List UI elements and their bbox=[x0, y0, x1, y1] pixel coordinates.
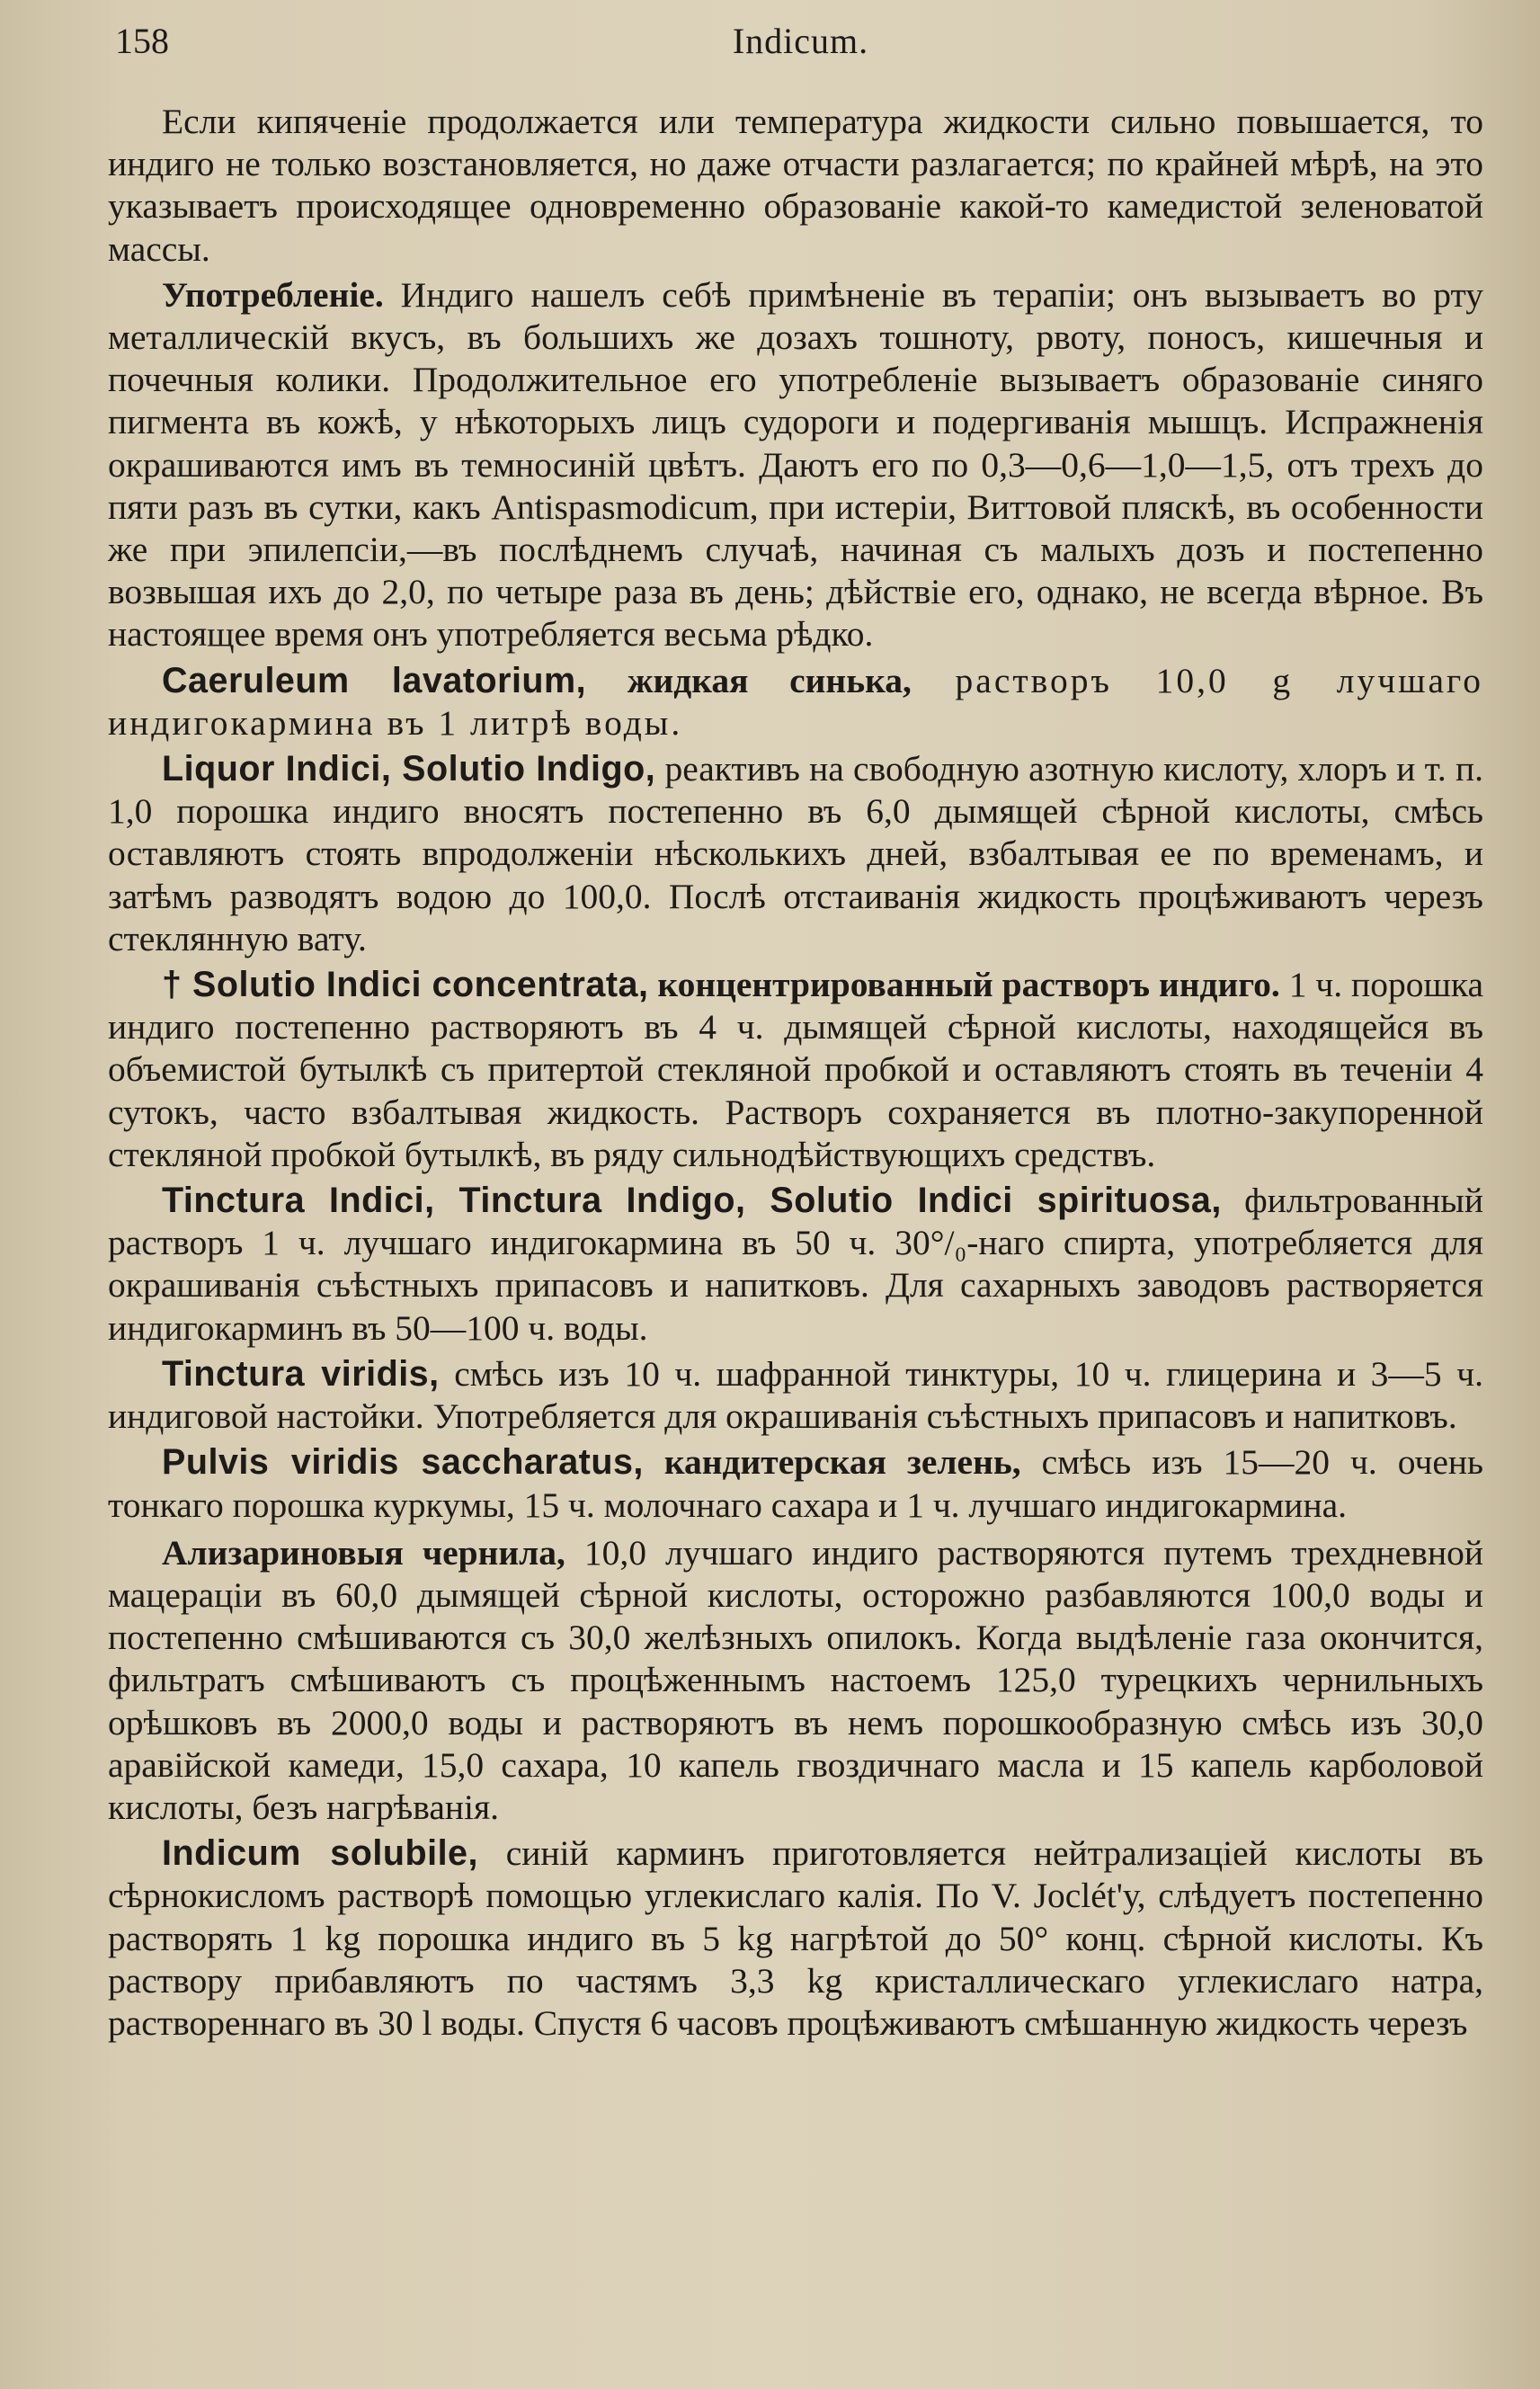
entry-solutio-indici-concentrata bbox=[108, 964, 1483, 1176]
entry-tinctura-viridis bbox=[108, 1353, 1483, 1438]
section-heading: Употребленіе. bbox=[162, 274, 384, 315]
paragraph-usage bbox=[108, 274, 1483, 656]
entry-text: растворъ 10,0 g лучшаго индигокармина въ 1 литрѣ воды. bbox=[108, 660, 1484, 743]
entry-text: реактивъ на свободную азотную кислоту, хлоръ и т. п. 1,0 порошка индиго вносятъ постепенно въ 6,0 дымящей сѣрной кислоты, смѣсь оставляютъ стоять впродолженіи нѣсколькихъ дней, взбалтывая ее по временамъ, и затѣмъ разводятъ водою до 100,0. Послѣ отстаиванія жидкость процѣживаютъ черезъ стеклянную вату. bbox=[108, 749, 1483, 958]
entry-latin-title: Caeruleum lavatorium, bbox=[162, 660, 587, 700]
paragraph-text: Если кипяченіе продолжается или температура жидкости сильно повышается, то индиго не только возстановляется, но даже отчасти разлагается; по крайней мѣрѣ, на это указываетъ происходящее одновременно образованіе какой-то камедистой зеленоватой массы. bbox=[108, 102, 1483, 269]
entry-text: 10,0 лучшаго индиго растворяются путемъ трехдневной мацераціи въ 60,0 дымящей сѣрной кислоты, осторожно разбавляются 100,0 воды и постепенно смѣшиваются съ 30,0 желѣзныхъ опилокъ. Когда выдѣленіе газа окончится, фильтратъ смѣшиваютъ съ процѣженнымъ настоемъ 125,0 турецкихъ чернильныхъ орѣшковъ въ 2000,0 воды и растворяютъ въ немъ порошкообразную смѣсь изъ 30,0 аравійской камеди, 15,0 сахара, 10 капель гвоздичнаго масла и 15 капель карболовой кислоты, безъ нагрѣванія. bbox=[108, 1532, 1483, 1827]
entry-text: 1 ч. порошка индиго постепенно растворяютъ въ 4 ч. дымящей сѣрной кислоты, находящейся въ объемистой бутылкѣ съ притертой стекляной пробкой и оставляютъ стоять въ теченіи 4 сутокъ, часто взбалтывая жидкость. Растворъ сохраняется въ плотно-закупоренной стекляной пробкой бутылкѣ, въ ряду сильнодѣйствующихъ средствъ. bbox=[108, 965, 1483, 1174]
entry-russian-title: Ализариновыя чернила, bbox=[162, 1532, 565, 1573]
entry-latin-title: Tinctura viridis, bbox=[162, 1353, 440, 1394]
entry-pulvis-viridis bbox=[108, 1441, 1483, 1526]
paragraph-text: Индиго нашелъ себѣ примѣненіе въ терапіи; онъ вызываетъ во рту металлическій вкусъ, въ большихъ же дозахъ тошноту, рвоту, поносъ, кишечныя и почечныя колики. Продолжительное его употребленіе вызываетъ образованіе синяго пигмента въ кожѣ, у нѣкоторыхъ лицъ судороги и подергиванія мышцъ. Испражненія окрашиваются имъ въ темносиній цвѣтъ. Даютъ его по 0,3—0,6—1,0—1,5, отъ трехъ до пяти разъ въ сутки, какъ Antispasmodicum, при истеріи, Виттовой пляскѣ, въ особенности же при эпилепсіи,—въ послѣднемъ случаѣ, начиная съ малыхъ дозъ и постепенно возвышая ихъ до 2,0, по четыре раза въ день; дѣйствіе его, однако, не всегда вѣрное. Въ настоящее время онъ употребляется весьма рѣдко. bbox=[108, 274, 1483, 655]
running-title: Indicum. bbox=[732, 21, 869, 61]
entry-text: смѣсь изъ 10 ч. шафранной тинктуры, 10 ч. глицерина и 3—5 ч. индиговой настойки. Употребляется для окрашиванія съѣстныхъ припасовъ и напитковъ. bbox=[108, 1353, 1483, 1437]
entry-indicum-solubile bbox=[108, 1832, 1483, 2045]
entry-text: синій карминъ приготовляется нейтрализаціей кислоты въ сѣрнокисломъ растворѣ помощью углекислаго калія. По V. Joclét'у, слѣдуетъ постепенно растворять 1 kg порошка индиго въ 5 kg нагрѣтой до 50° конц. сѣрной кислоты. Къ раствору прибавляютъ по частямъ 3,3 kg кристаллическаго углекислаго натра, раствореннаго въ 30 l воды. Спустя 6 часовъ процѣживаютъ смѣшанную жидкость черезъ bbox=[108, 1833, 1483, 2043]
entry-latin-title: Liquor Indici, Solutio Indigo, bbox=[162, 749, 656, 789]
entry-russian-title: жидкая синька, bbox=[586, 660, 912, 700]
entry-latin-title: Pulvis viridis saccharatus, bbox=[162, 1442, 644, 1483]
entry-russian-title: кандитерская зелень, bbox=[643, 1442, 1021, 1483]
entry-latin-title: † Solutio Indici concentrata, bbox=[162, 965, 649, 1005]
entry-latin-title: Tinctura Indici, Tinctura Indigo, Solutio Indici spirituosa, bbox=[162, 1181, 1222, 1221]
entry-russian-title: концентрированный растворъ индиго. bbox=[648, 965, 1280, 1005]
page-body bbox=[108, 101, 1483, 2048]
entry-caeruleum-lavatorium bbox=[108, 660, 1483, 744]
entry-liquor-indici bbox=[108, 748, 1483, 960]
page-header bbox=[115, 20, 1486, 65]
paragraph-boiling bbox=[108, 101, 1483, 271]
entry-alizarin-ink bbox=[108, 1532, 1483, 1829]
page-number: 158 bbox=[115, 21, 169, 61]
entry-text: фильтрованный растворъ 1 ч. лучшаго индигокармина въ 50 ч. 30°/₀-наго спирта, употребляется для окрашиванія съѣстныхъ припасовъ и напитковъ. Для сахарныхъ заводовъ растворяется индигокарминъ въ 50—100 ч. воды. bbox=[108, 1181, 1483, 1348]
entry-tinctura-indici bbox=[108, 1180, 1483, 1350]
entry-latin-title: Indicum solubile, bbox=[162, 1833, 478, 1874]
entry-text: смѣсь изъ 15—20 ч. очень тонкаго порошка куркумы, 15 ч. молочнаго сахара и 1 ч. лучшаго индигокармина. bbox=[108, 1442, 1484, 1525]
